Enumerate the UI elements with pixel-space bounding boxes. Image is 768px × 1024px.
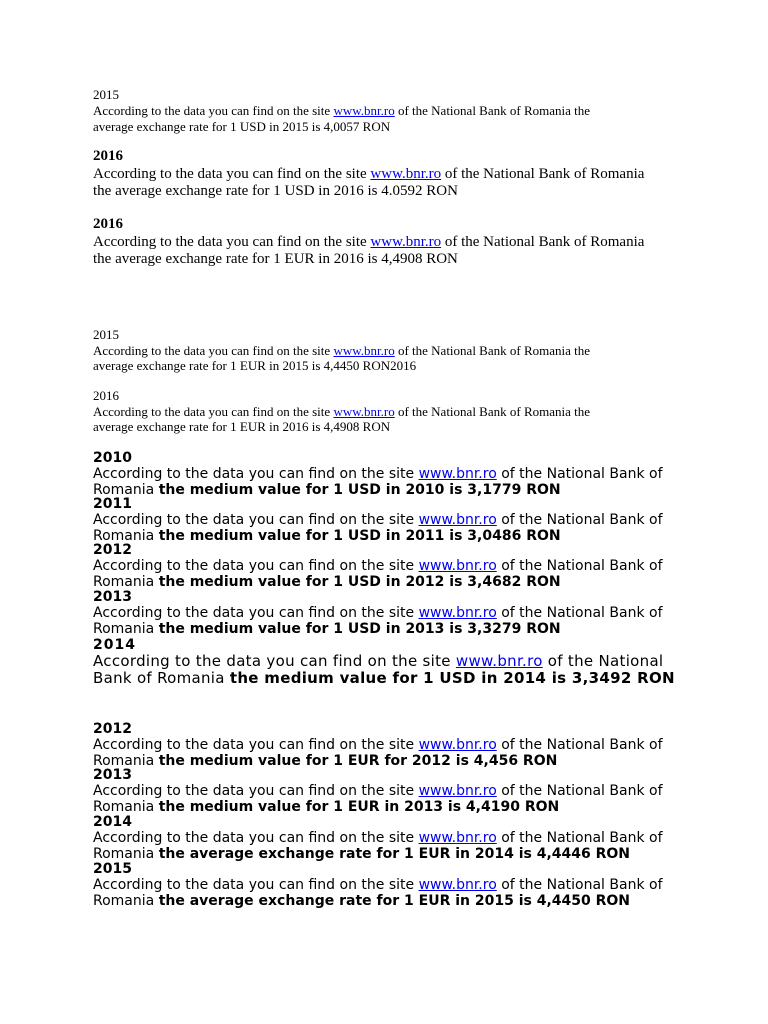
entry-year: 2014 [93, 637, 136, 653]
entry-2016-eur-repeat [93, 388, 693, 434]
entry-line-1: According to the data you can find on the site www.bnr.ro of the National [93, 652, 664, 670]
entry-line-2: Romania the medium value for 1 USD in 2010 is 3,1779 RON [93, 482, 561, 498]
entry-year: 2012 [93, 721, 132, 737]
entry-year: 2011 [93, 496, 132, 512]
entry-line-2: average exchange rate for 1 USD in 2015 is 4,0057 RON [93, 119, 391, 134]
entry-year: 2015 [93, 327, 119, 342]
eur-entry-2013 [93, 768, 693, 815]
entry-line-2: average exchange rate for 1 EUR in 2015 is 4,4450 RON2016 [93, 358, 417, 373]
usd-entry-2011 [93, 497, 693, 544]
usd-entry-2013 [93, 590, 693, 637]
bnr-link[interactable]: www.bnr.ro [333, 404, 395, 419]
entry-line-1: According to the data you can find on the site www.bnr.ro of the National Bank of [93, 605, 663, 621]
eur-entry-2014 [93, 815, 693, 862]
entry-line-1: According to the data you can find on the site www.bnr.ro of the National Bank of Romania the [93, 343, 591, 358]
entry-line-2: Romania the average exchange rate for 1 EUR in 2014 is 4,4446 RON [93, 846, 631, 862]
bnr-link[interactable]: www.bnr.ro [418, 737, 497, 753]
entry-line-1: According to the data you can find on the site www.bnr.ro of the National Bank of Romania the [93, 404, 591, 419]
entry-line-2: the average exchange rate for 1 USD in 2016 is 4.0592 RON [93, 183, 458, 199]
entry-line-2: average exchange rate for 1 EUR in 2016 is 4,4908 RON [93, 419, 391, 434]
entry-line-2: Romania the medium value for 1 EUR for 2012 is 4,456 RON [93, 753, 558, 769]
usd-entry-2010 [93, 451, 693, 498]
entry-year: 2015 [93, 861, 132, 877]
entry-2015-usd [93, 87, 693, 135]
bnr-link[interactable]: www.bnr.ro [333, 343, 395, 358]
entry-line-1: According to the data you can find on the site www.bnr.ro of the National Bank of [93, 512, 663, 528]
entry-line-1: According to the data you can find on the site www.bnr.ro of the National Bank of [93, 830, 663, 846]
entry-line-1: According to the data you can find on the site www.bnr.ro of the National Bank of [93, 558, 663, 574]
entry-year: 2016 [93, 388, 119, 403]
bnr-link[interactable]: www.bnr.ro [418, 605, 497, 621]
entry-line-1: According to the data you can find on the site www.bnr.ro of the National Bank of [93, 877, 663, 893]
entry-year: 2010 [93, 450, 132, 466]
entry-year: 2016 [93, 216, 123, 232]
entry-line-1: According to the data you can find on the site www.bnr.ro of the National Bank of Romania [93, 166, 645, 182]
entry-line-2: the average exchange rate for 1 EUR in 2016 is 4,4908 RON [93, 251, 458, 267]
entry-year: 2014 [93, 814, 132, 830]
entry-year: 2013 [93, 767, 132, 783]
entry-year: 2015 [93, 87, 119, 102]
bnr-link[interactable]: www.bnr.ro [418, 466, 497, 482]
entry-line-1: According to the data you can find on the site www.bnr.ro of the National Bank of Romania [93, 234, 645, 250]
bnr-link[interactable]: www.bnr.ro [418, 877, 497, 893]
bnr-link[interactable]: www.bnr.ro [418, 512, 497, 528]
eur-entry-2015 [93, 862, 693, 909]
bnr-link[interactable]: www.bnr.ro [455, 652, 543, 670]
eur-entry-2012 [93, 722, 693, 769]
entry-2016-usd [93, 148, 693, 200]
usd-entry-2014 [93, 638, 693, 687]
entry-line-2: Romania the medium value for 1 USD in 2012 is 3,4682 RON [93, 574, 561, 590]
entry-line-1: According to the data you can find on the site www.bnr.ro of the National Bank of Romania the [93, 103, 591, 118]
entry-year: 2012 [93, 542, 132, 558]
bnr-link[interactable]: www.bnr.ro [370, 166, 442, 182]
entry-line-2: Romania the average exchange rate for 1 EUR in 2015 is 4,4450 RON [93, 893, 631, 909]
entry-line-2: Romania the medium value for 1 EUR in 2013 is 4,4190 RON [93, 799, 560, 815]
bnr-link[interactable]: www.bnr.ro [333, 103, 395, 118]
entry-2015-eur [93, 327, 693, 373]
bnr-link[interactable]: www.bnr.ro [418, 558, 497, 574]
entry-year: 2013 [93, 589, 132, 605]
bnr-link[interactable]: www.bnr.ro [370, 234, 442, 250]
usd-entry-2012 [93, 543, 693, 590]
entry-line-1: According to the data you can find on the site www.bnr.ro of the National Bank of [93, 466, 663, 482]
entry-line-1: According to the data you can find on the site www.bnr.ro of the National Bank of [93, 783, 663, 799]
entry-2016-eur [93, 216, 693, 268]
bnr-link[interactable]: www.bnr.ro [418, 830, 497, 846]
entry-line-2: Romania the medium value for 1 USD in 2011 is 3,0486 RON [93, 528, 561, 544]
entry-year: 2016 [93, 148, 123, 164]
entry-line-2: Bank of Romania the medium value for 1 USD in 2014 is 3,3492 RON [93, 669, 675, 687]
entry-line-2: Romania the medium value for 1 USD in 2013 is 3,3279 RON [93, 621, 561, 637]
entry-line-1: According to the data you can find on the site www.bnr.ro of the National Bank of [93, 737, 663, 753]
bnr-link[interactable]: www.bnr.ro [418, 783, 497, 799]
